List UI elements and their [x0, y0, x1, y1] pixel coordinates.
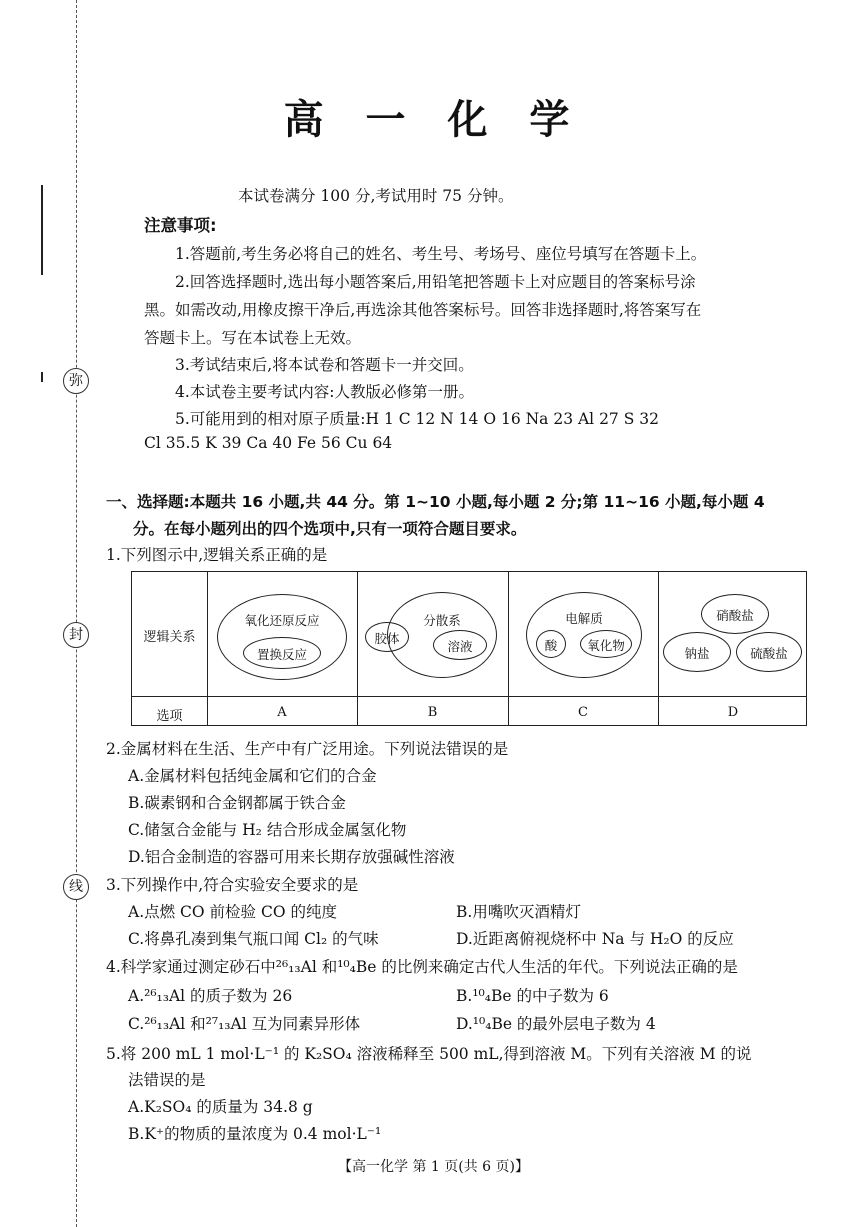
q4-option-a: A.²⁶₁₃Al 的质子数为 26	[128, 987, 293, 1005]
diagram-a-inner	[243, 637, 321, 669]
diagram-c-left-label: 酸	[544, 638, 558, 653]
q2-option-c: C.储氢合金能与 H₂ 结合形成金属氢化物	[128, 821, 407, 839]
q2-option-b: B.碳素钢和合金钢都属于铁合金	[128, 794, 346, 812]
q5-stem-2: 法错误的是	[128, 1071, 206, 1089]
q5-stem-1: 5.将 200 mL 1 mol·L⁻¹ 的 K₂SO₄ 溶液稀释至 500 mL,得到溶液 M。下列有关溶液 M 的说	[106, 1045, 752, 1063]
note-2b: 黑。如需改动,用橡皮擦干净后,再选涂其他答案标号。回答非选择题时,将答案写在	[144, 301, 702, 319]
table-divider	[357, 572, 358, 725]
diagram-d-top	[701, 594, 769, 634]
option-a-label: A	[277, 705, 287, 720]
section-heading-2: 分。在每小题列出的四个选项中,只有一项符合题目要求。	[133, 520, 527, 538]
note-5a: 5.可能用到的相对原子质量:H 1 C 12 N 14 O 16 Na 23 Al 27 S 32	[175, 410, 659, 428]
q4-option-c: C.²⁶₁₃Al 和²⁷₁₃Al 互为同素异形体	[128, 1015, 361, 1033]
page-title: 高 一 化 学	[283, 97, 584, 143]
note-1: 1.答题前,考生务必将自己的姓名、考生号、考场号、座位号填写在答题卡上。	[175, 245, 707, 263]
notes-heading: 注意事项:	[144, 216, 217, 235]
margin-mark	[41, 185, 43, 275]
diagram-b-outer-label: 分散系	[423, 613, 461, 628]
q5-option-a: A.K₂SO₄ 的质量为 34.8 g	[128, 1098, 313, 1116]
diagram-d-right-label: 硫酸盐	[750, 646, 788, 661]
diagram-d-top-label: 硝酸盐	[716, 608, 754, 623]
diagram-a-inner-label: 置换反应	[256, 647, 307, 662]
q4-stem: 4.科学家通过测定砂石中²⁶₁₃Al 和¹⁰₄Be 的比例来确定古代人生活的年代。下列说法正确的是	[106, 958, 738, 976]
q3-stem: 3.下列操作中,符合实验安全要求的是	[106, 876, 359, 894]
diagram-d-right	[736, 632, 802, 672]
q2-stem: 2.金属材料在生活、生产中有广泛用途。下列说法错误的是	[106, 740, 509, 758]
diagram-d-left-label: 钠盐	[684, 646, 710, 661]
q3-option-c: C.将鼻孔凑到集气瓶口闻 Cl₂ 的气味	[128, 930, 379, 948]
diagram-c-right-label: 氧化物	[587, 638, 625, 653]
q3-option-d: D.近距离俯视烧杯中 Na 与 H₂O 的反应	[456, 930, 734, 948]
q1-stem: 1.下列图示中,逻辑关系正确的是	[106, 546, 328, 564]
q2-option-a: A.金属材料包括纯金属和它们的合金	[128, 767, 377, 785]
diagram-c-outer-label: 电解质	[565, 611, 603, 626]
diagram-b-left-label: 胶体	[374, 631, 400, 646]
row-label-logic: 逻辑关系	[143, 630, 196, 645]
q1-table	[131, 571, 807, 726]
q4-option-d: D.¹⁰₄Be 的最外层电子数为 4	[456, 1015, 656, 1033]
note-5b: Cl 35.5 K 39 Ca 40 Fe 56 Cu 64	[144, 434, 393, 452]
section-heading-1: 一、选择题:本题共 16 小题,共 44 分。第 1~10 小题,每小题 2 分;第 11~16 小题,每小题 4	[106, 493, 765, 511]
page-footer: 【高一化学 第 1 页(共 6 页)】	[338, 1159, 529, 1175]
diagram-b-right	[433, 630, 487, 660]
diagram-d-left	[663, 632, 731, 672]
table-divider	[207, 572, 208, 725]
seal-top: 弥	[63, 368, 89, 394]
q3-option-b: B.用嘴吹灭酒精灯	[456, 903, 581, 921]
option-d-label: D	[727, 705, 739, 720]
diagram-c-right	[580, 630, 632, 658]
diagram-c-left	[536, 630, 566, 658]
note-2c: 答题卡上。写在本试卷上无效。	[144, 329, 362, 347]
note-4: 4.本试卷主要考试内容:人教版必修第一册。	[175, 383, 475, 401]
option-b-label: B	[427, 705, 438, 720]
q4-option-b: B.¹⁰₄Be 的中子数为 6	[456, 987, 609, 1005]
diagram-b-left	[365, 622, 409, 652]
note-2a: 2.回答选择题时,选出每小题答案后,用铅笔把答题卡上对应题目的答案标号涂	[175, 273, 696, 291]
row-label-option: 选项	[156, 709, 183, 724]
seal-bottom: 线	[63, 874, 89, 900]
table-divider	[658, 572, 659, 725]
table-divider	[132, 696, 806, 697]
table-divider	[508, 572, 509, 725]
note-3: 3.考试结束后,将本试卷和答题卡一并交回。	[175, 356, 474, 374]
option-c-label: C	[578, 705, 588, 720]
seal-mid: 封	[63, 622, 89, 648]
margin-mark	[41, 372, 43, 382]
q2-option-d: D.铝合金制造的容器可用来长期存放强碱性溶液	[128, 848, 455, 866]
diagram-a-outer-label: 氧化还原反应	[244, 613, 320, 628]
q3-option-a: A.点燃 CO 前检验 CO 的纯度	[128, 903, 337, 921]
q5-option-b: B.K⁺的物质的量浓度为 0.4 mol·L⁻¹	[128, 1125, 382, 1143]
exam-info: 本试卷满分 100 分,考试用时 75 分钟。	[238, 187, 514, 205]
binding-line	[76, 0, 77, 1227]
diagram-b-right-label: 溶液	[447, 639, 473, 654]
